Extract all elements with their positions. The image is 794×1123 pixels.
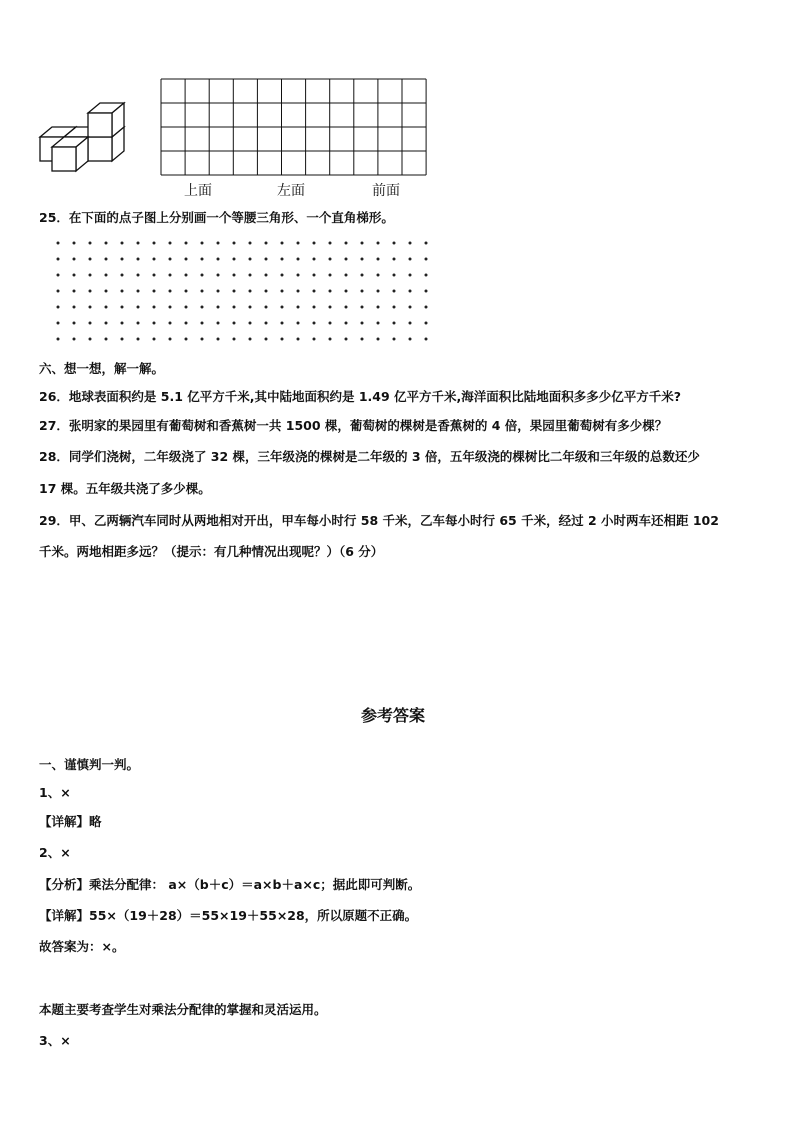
dot	[217, 258, 220, 261]
dot	[393, 322, 396, 325]
dot	[169, 322, 172, 325]
dot	[329, 242, 332, 245]
dot	[329, 306, 332, 309]
dot	[313, 290, 316, 293]
dot	[265, 306, 268, 309]
dot	[217, 338, 220, 341]
dot	[361, 290, 364, 293]
question-25: 25．在下面的点子图上分别画一个等腰三角形、一个直角梯形。	[39, 210, 394, 225]
dot	[57, 306, 60, 309]
dot	[169, 274, 172, 277]
dot	[185, 274, 188, 277]
dot	[57, 274, 60, 277]
dot	[281, 274, 284, 277]
dot	[345, 322, 348, 325]
dot	[137, 322, 140, 325]
dot	[345, 258, 348, 261]
dot	[409, 258, 412, 261]
dot	[409, 290, 412, 293]
dot	[393, 258, 396, 261]
dot	[169, 242, 172, 245]
dot	[281, 306, 284, 309]
dot	[89, 290, 92, 293]
answer-grid	[161, 79, 426, 175]
dot	[201, 258, 204, 261]
dot	[265, 242, 268, 245]
question-28-line-2: 17 棵。五年级共浇了多少棵。	[39, 481, 211, 496]
dot	[249, 306, 252, 309]
question-28-line-1: 28．同学们浇树，二年级浇了 32 棵，三年级浇的棵树是二年级的 3 倍，五年级浇的棵树比二年级和三年级的总数还少	[39, 449, 700, 464]
dot	[361, 306, 364, 309]
dot	[329, 338, 332, 341]
dot	[121, 258, 124, 261]
dot	[377, 338, 380, 341]
dot	[201, 306, 204, 309]
dot	[281, 242, 284, 245]
dot	[185, 322, 188, 325]
dot	[105, 338, 108, 341]
dot	[185, 258, 188, 261]
dot	[425, 274, 428, 277]
dot	[169, 258, 172, 261]
dot	[89, 306, 92, 309]
dot	[105, 290, 108, 293]
view-label-front: 前面	[372, 183, 400, 199]
dot	[393, 306, 396, 309]
dot	[393, 242, 396, 245]
dot	[313, 338, 316, 341]
dot	[361, 274, 364, 277]
dot	[89, 242, 92, 245]
dot	[345, 274, 348, 277]
section-6-heading: 六、想一想，解一解。	[39, 361, 165, 376]
dot	[297, 258, 300, 261]
dot	[105, 242, 108, 245]
dot	[153, 258, 156, 261]
dot	[313, 258, 316, 261]
dot	[265, 274, 268, 277]
dot	[153, 274, 156, 277]
question-26: 26．地球表面积约是 5.1 亿平方千米,其中陆地面积约是 1.49 亿平方千米,海洋面积比陆地面积多多少亿平方千米?	[39, 389, 682, 404]
dot	[265, 258, 268, 261]
dot	[409, 306, 412, 309]
dot	[425, 306, 428, 309]
dot	[217, 290, 220, 293]
dot	[249, 274, 252, 277]
dot	[377, 274, 380, 277]
dot	[377, 290, 380, 293]
view-label-top: 上面	[184, 183, 212, 199]
answers-section-1: 一、谨慎判一判。	[39, 757, 140, 772]
dot	[233, 242, 236, 245]
question-29-line-1: 29．甲、乙两辆汽车同时从两地相对开出，甲车每小时行 58 千米，乙车每小时行 65 千米，经过 2 小时两车还相距 102	[39, 513, 719, 528]
dot	[73, 242, 76, 245]
dot	[201, 338, 204, 341]
dot	[265, 322, 268, 325]
dot	[345, 242, 348, 245]
dot	[249, 322, 252, 325]
dot	[201, 274, 204, 277]
dot	[73, 306, 76, 309]
dot	[249, 242, 252, 245]
dot	[105, 306, 108, 309]
dot	[329, 322, 332, 325]
dot	[377, 242, 380, 245]
dot	[361, 258, 364, 261]
dot	[153, 242, 156, 245]
dot	[137, 306, 140, 309]
dot	[137, 274, 140, 277]
dot	[313, 242, 316, 245]
dot	[425, 338, 428, 341]
dot	[137, 338, 140, 341]
dot	[169, 290, 172, 293]
dot	[281, 338, 284, 341]
dot	[409, 322, 412, 325]
cube-right-top	[88, 103, 124, 137]
dot	[137, 290, 140, 293]
dot	[217, 322, 220, 325]
dot	[361, 338, 364, 341]
dot	[233, 290, 236, 293]
cube-right-bottom	[88, 127, 124, 161]
dot	[217, 306, 220, 309]
dot	[73, 290, 76, 293]
answer-2-detail: 【详解】55×（19＋28）＝55×19＋55×28，所以原题不正确。	[39, 908, 418, 923]
dot	[137, 258, 140, 261]
dot	[153, 306, 156, 309]
dot	[249, 338, 252, 341]
dot	[409, 338, 412, 341]
dot	[89, 258, 92, 261]
dot	[121, 322, 124, 325]
dot	[409, 242, 412, 245]
answer-2-analysis: 【分析】乘法分配律： a×（b＋c）＝a×b＋a×c；据此即可判断。	[39, 877, 421, 892]
dot	[185, 338, 188, 341]
dot	[57, 242, 60, 245]
dot	[89, 322, 92, 325]
dot	[393, 274, 396, 277]
dot	[233, 274, 236, 277]
dot	[121, 274, 124, 277]
dot	[153, 290, 156, 293]
answer-2: 2、×	[39, 845, 71, 860]
dot	[425, 322, 428, 325]
dot	[313, 322, 316, 325]
dot	[361, 322, 364, 325]
dot	[201, 242, 204, 245]
dot	[297, 338, 300, 341]
dot	[57, 338, 60, 341]
dot	[217, 274, 220, 277]
dot	[185, 306, 188, 309]
dot	[105, 258, 108, 261]
dot	[249, 290, 252, 293]
dot	[297, 306, 300, 309]
dot	[121, 242, 124, 245]
cube-back-left	[40, 127, 76, 161]
dot	[105, 274, 108, 277]
dot	[121, 290, 124, 293]
cube-front	[52, 137, 88, 171]
dot	[57, 322, 60, 325]
dot	[105, 322, 108, 325]
dot	[281, 258, 284, 261]
dot	[345, 338, 348, 341]
dot	[233, 306, 236, 309]
dot	[377, 258, 380, 261]
dot	[393, 290, 396, 293]
dot	[329, 258, 332, 261]
dot	[185, 290, 188, 293]
dot	[297, 242, 300, 245]
cube-back-middle	[64, 127, 100, 161]
dot	[377, 306, 380, 309]
dot	[73, 322, 76, 325]
answers-title: 参考答案	[361, 706, 426, 725]
dot	[297, 322, 300, 325]
dot	[361, 242, 364, 245]
dot	[329, 274, 332, 277]
dot	[345, 290, 348, 293]
dot	[73, 258, 76, 261]
dot	[297, 274, 300, 277]
dot	[409, 274, 412, 277]
dot	[121, 306, 124, 309]
dot	[297, 290, 300, 293]
dot	[249, 258, 252, 261]
dot	[169, 306, 172, 309]
dot	[233, 258, 236, 261]
dot	[153, 322, 156, 325]
dot	[265, 338, 268, 341]
dot	[425, 242, 428, 245]
dot	[185, 242, 188, 245]
dot	[329, 290, 332, 293]
dot	[169, 338, 172, 341]
dot	[121, 338, 124, 341]
question-29-line-2: 千米。两地相距多远？（提示：有几种情况出现呢？）（6 分）	[39, 544, 384, 559]
answer-3: 3、×	[39, 1033, 71, 1048]
dot	[201, 322, 204, 325]
dot	[73, 274, 76, 277]
dot	[57, 290, 60, 293]
dot	[393, 338, 396, 341]
answer-1-detail: 【详解】略	[39, 814, 102, 829]
dot	[345, 306, 348, 309]
dot	[137, 242, 140, 245]
dot	[233, 322, 236, 325]
answer-2-conclusion: 故答案为：×。	[39, 939, 125, 954]
answer-2-note: 本题主要考查学生对乘法分配律的掌握和灵活运用。	[39, 1002, 327, 1017]
dot	[377, 322, 380, 325]
dot-paper	[57, 242, 428, 341]
dot	[217, 242, 220, 245]
view-label-left: 左面	[277, 183, 305, 199]
dot	[425, 290, 428, 293]
dot	[153, 338, 156, 341]
dot	[425, 258, 428, 261]
dot	[313, 306, 316, 309]
dot	[233, 338, 236, 341]
dot	[89, 338, 92, 341]
dot	[89, 274, 92, 277]
answer-1: 1、×	[39, 785, 71, 800]
dot	[201, 290, 204, 293]
dot	[73, 338, 76, 341]
cube-stack-drawing	[40, 103, 124, 171]
dot	[281, 290, 284, 293]
dot	[265, 290, 268, 293]
dot	[281, 322, 284, 325]
question-27: 27．张明家的果园里有葡萄树和香蕉树一共 1500 棵，葡萄树的棵树是香蕉树的 4 倍，果园里葡萄树有多少棵？	[39, 418, 668, 433]
dot	[57, 258, 60, 261]
dot	[313, 274, 316, 277]
